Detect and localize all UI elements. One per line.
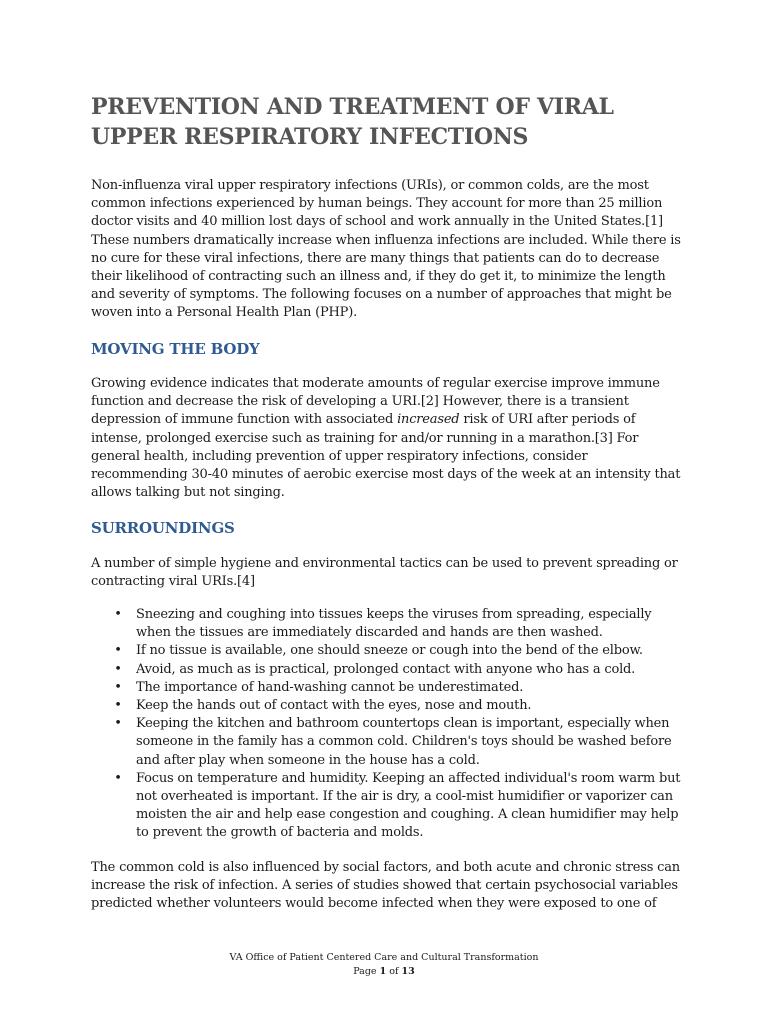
list-item: • The importance of hand-washing cannot be underestimated. — [91, 679, 681, 697]
list-item: • Keeping the kitchen and bathroom countertops clean is important, especially when someone in the family has a common cold. Children's toys should be washed before and after play when someone in the house has a cold. — [114, 716, 672, 768]
moving-the-body-paragraph: Growing evidence indicates that moderate amounts of regular exercise improve immune function and decrease the risk of developing a URI.[2] However, there is a transient depression of immune function with associated increased risk of URI after periods of intense, prolonged exercise such as training for and/or running in a marathon.[3] For general health, including prevention of upper respiratory infections, consider recommending 30-40 minutes of aerobic exercise most days of the week at an intensity that allows talking but not singing. — [91, 376, 681, 501]
emphasis-increased: increased — [397, 412, 460, 428]
footer-office: VA Office of Patient Centered Care and Cultural Transformation — [229, 952, 539, 963]
bullet-icon: • — [114, 607, 122, 622]
section-heading-surroundings: SURROUNDINGS — [91, 519, 235, 537]
document-title: PREVENTION AND TREATMENT OF VIRAL UPPER RESPIRATORY INFECTIONS — [91, 94, 614, 150]
page-number: Page 1 of 13 — [353, 966, 415, 977]
bullet-icon: • — [114, 679, 122, 695]
hygiene-tips-list — [91, 606, 681, 843]
bullet-icon: • — [114, 770, 122, 786]
bullet-icon: • — [114, 698, 122, 714]
list-item: • Avoid, as much as is practical, prolonged contact with anyone who has a cold. — [91, 661, 681, 679]
list-item: • If no tissue is available, one should sneeze or cough into the bend of the elbow. — [91, 642, 681, 660]
surroundings-intro-paragraph: A number of simple hygiene and environmental tactics can be used to prevent spreading or contracting viral URIs.[4] — [91, 556, 678, 590]
section-heading-moving-the-body: MOVING THE BODY — [91, 340, 260, 358]
list-item: • Focus on temperature and humidity. Keeping an affected individual's room warm but not overheated is important. If the air is dry, a cool-mist humidifier or vaporizer can moisten the air and help ease congestion and coughing. A clean humidifier may help to prevent the growth of bacteria and molds. — [114, 770, 681, 841]
intro-paragraph: Non-influenza viral upper respiratory infections (URIs), or common colds, are the most common infections experienced by human beings. They account for more than 25 million doctor visits and 40 million lost days of school and work annually in the United States.[1] These numbers dramatically increase when influenza infections are included. While there is no cure for these viral infections, there are many things that patients can do to decrease their likelihood of contracting such an illness and, if they do get it, to minimize the length and severity of symptoms. The following focuses on a number of approaches that might be woven into a Personal Health Plan (PHP). — [91, 178, 681, 321]
list-item: • Keep the hands out of contact with the eyes, nose and mouth. — [91, 697, 681, 715]
closing-paragraph: The common cold is also influenced by social factors, and both acute and chronic stress can increase the risk of infection. A series of studies showed that certain psychosocial variables predicted whether volunteers would become infected when they were exposed to one of — [91, 860, 680, 912]
bullet-icon: • — [114, 643, 122, 659]
bullet-icon: • — [114, 716, 122, 732]
list-item: • Sneezing and coughing into tissues keeps the viruses from spreading, especially when the tissues are immediately discarded and hands are then washed. — [114, 607, 652, 641]
bullet-icon: • — [114, 661, 122, 677]
